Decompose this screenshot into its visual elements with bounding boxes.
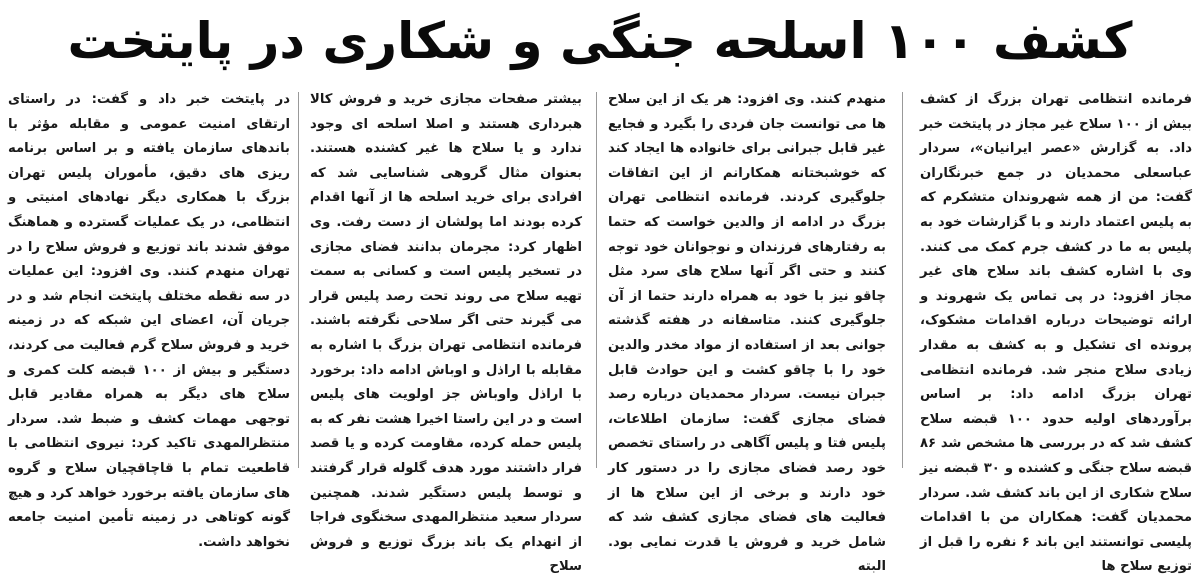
article-column-3 bbox=[310, 88, 582, 575]
article-column-4 bbox=[8, 88, 291, 550]
column-divider bbox=[298, 92, 299, 468]
column-3-text: بیشتر صفحات مجازی خرید و فروش کالا هبرداری هستند و اصلا اسلحه ای وجود ندارد و یا سلاح ها غیر کشنده هستند. بعنوان مثال گروهی شناسایی شد که افرادی برای خرید اسلحه ها از آنها اقدام کرده بودند اما پولشان از دست رفت. وی اظهار کرد: مجرمان بدانند فضای مجازی در تسخیر پلیس است و کسانی به سمت تهیه سلاح می روند تحت رصد پلیس قرار می گیرند حتی اگر سلاحی نگرفته باشند. فرمانده انتظامی تهران بزرگ با اشاره به مقابله با اراذل و اوباش ادامه داد: برخورد با اراذل واوباش جز اولویت های پلیس است و در این راستا اخیرا هشت نفر که به پلیس حمله کرده، مقاومت کرده و یا قصد فرار داشتند مورد هدف گلوله قرار گرفتند و توسط پلیس دستگیر شدند. همچنین سردار سعید منتظرالمهدی سخنگوی فراجا از انهدام یک باند بزرگ توزیع و فروش سلاح bbox=[310, 92, 582, 575]
article-headline: کشف ۱۰۰ اسلحه جنگی و شکاری در پایتخت bbox=[67, 12, 1133, 70]
column-divider bbox=[596, 92, 597, 468]
column-divider bbox=[902, 92, 903, 468]
headline-bar bbox=[0, 6, 1200, 76]
column-2-text: منهدم کنند. وی افزود: هر یک از این سلاح ها می توانست جان فردی را بگیرد و فجایع غیر قابل جبرانی برای خانواده ها ایجاد کند که خوشبختانه همکارانم از این اتفاقات جلوگیری کردند. فرمانده انتظامی تهران بزرگ در ادامه از والدین خواست که حتما به رفتارهای فرزندان و نوجوانان خود توجه کنند و حتی اگر آنها سلاح های سرد مثل چاقو نیز با خود به همراه دارند حتما از آن جلوگیری کنند. متاسفانه در هفته گذشته جوانی بعد از استفاده از مواد مخدر والدین خود را با چاقو کشت و این حوادث قابل جبران نیست. سردار محمدیان درباره رصد فضای مجازی گفت: سازمان اطلاعات، پلیس فتا و پلیس آگاهی در راستای تخصص خود رصد فضای مجازی را در دستور کار خود دارند و برخی از این سلاح ها از فعالیت های فضای مجازی کشف شد که شامل خرید و فروش یا قدرت نمایی بود. البته bbox=[608, 92, 886, 575]
column-4-text: در پایتخت خبر داد و گفت: در راستای ارتقای امنیت عمومی و مقابله مؤثر با باندهای سازمان یافته و بر اساس برنامه ریزی های دقیق، مأموران پلیس تهران بزرگ با همکاری دیگر نهادهای امنیتی و انتظامی، در یک عملیات گسترده و هماهنگ موفق شدند باند توزیع و فروش سلاح را در تهران منهدم کنند. وی افزود: این عملیات در سه نقطه مختلف پایتخت انجام شد و در جریان آن، اعضای این شبکه که در زمینه خرید و فروش سلاح گرم فعالیت می کردند، دستگیر و بیش از ۱۰۰ قبضه کلت کمری و سلاح های دیگر به همراه مقادیر قابل توجهی مهمات کشف و ضبط شد. سردار منتظرالمهدی تاکید کرد: نیروی انتظامی با قاطعیت تمام با قاچاقچیان سلاح و گروه های سازمان یافته برخورد خواهد کرد و هیچ گونه کوتاهی در زمینه تأمین امنیت جامعه نخواهد داشت. bbox=[8, 92, 291, 550]
column-1-text: فرمانده انتظامی تهران بزرگ از کشف بیش از ۱۰۰ سلاح غیر مجاز در پایتخت خبر داد. به گزارش «عصر ایرانیان»، سردار عباسعلی محمدیان در جمع خبرنگاران گفت: من از همه شهروندان متشکرم که به پلیس اعتماد دارند و با گزارشات خود به پلیس به ما در کشف جرم کمک می کنند. وی با اشاره کشف باند سلاح های غیر مجاز افزود: در پی تماس یک شهروند و ارائه توضیحات درباره اقدامات مشکوک، پرونده ای تشکیل و به کشف به مقدار زیادی سلاح منجر شد. فرمانده انتظامی تهران بزرگ ادامه داد: بر اساس برآوردهای اولیه حدود ۱۰۰ قبضه سلاح کشف شد که در بررسی ها مشخص شد ۸۶ قبضه سلاح جنگی و کشنده و ۳۰ قبضه نیز سلاح شکاری از این باند کشف شد. سردار محمدیان گفت: همکاران من با اقدامات پلیسی توانستند این باند ۶ نفره را قبل از توزیع سلاح ها bbox=[920, 92, 1192, 575]
article-column-2 bbox=[608, 88, 886, 575]
article-column-1 bbox=[920, 88, 1192, 575]
